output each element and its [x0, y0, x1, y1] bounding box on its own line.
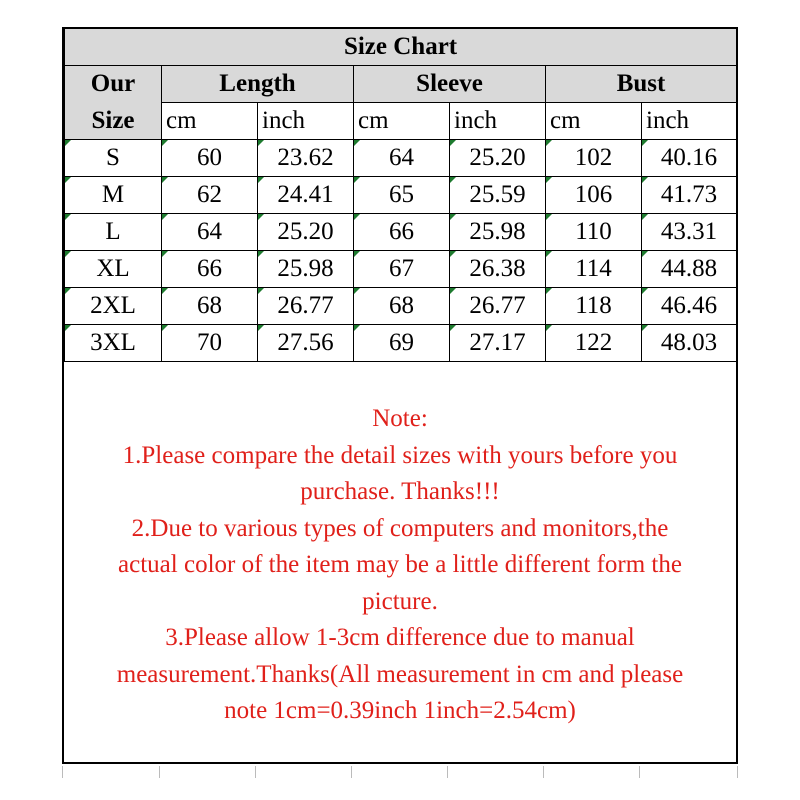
unit-header: cm — [162, 103, 258, 140]
note-line: actual color of the item may be a little different form the — [118, 551, 682, 578]
length-inch-cell: 25.98 — [258, 251, 354, 288]
sleeve-inch-cell: 26.38 — [450, 251, 546, 288]
cell-marker — [546, 251, 552, 257]
cell-marker — [450, 177, 456, 183]
size-table — [64, 29, 737, 362]
cell-marker — [258, 325, 264, 331]
sleeve-cm-cell: 67 — [354, 251, 450, 288]
unit-header: inch — [642, 103, 737, 140]
cell-marker — [258, 214, 264, 220]
bust-cm-cell: 114 — [546, 251, 642, 288]
bust-inch-cell: 48.03 — [642, 325, 737, 362]
note-line: purchase. Thanks!!! — [300, 478, 500, 505]
size-cell: 3XL — [65, 325, 162, 362]
gridline — [447, 766, 448, 778]
size-cell: M — [65, 177, 162, 214]
sleeve-cm-cell: 65 — [354, 177, 450, 214]
size-cell: 2XL — [65, 288, 162, 325]
length-inch-cell: 27.56 — [258, 325, 354, 362]
table-row — [65, 214, 737, 251]
sleeve-inch-cell: 27.17 — [450, 325, 546, 362]
sleeve-cm-cell: 66 — [354, 214, 450, 251]
cell-marker — [258, 140, 264, 146]
group-header-bust: Bust — [546, 66, 737, 103]
bust-cm-cell: 106 — [546, 177, 642, 214]
size-cell: L — [65, 214, 162, 251]
cell-marker — [450, 325, 456, 331]
cell-marker — [162, 177, 168, 183]
gridline — [351, 766, 352, 778]
cell-marker — [354, 288, 360, 294]
sleeve-inch-cell: 26.77 — [450, 288, 546, 325]
cell-marker — [354, 140, 360, 146]
cell-marker — [450, 288, 456, 294]
bust-inch-cell: 44.88 — [642, 251, 737, 288]
cell-marker — [642, 288, 648, 294]
cell-marker — [546, 214, 552, 220]
cell-marker — [354, 325, 360, 331]
size-cell: S — [65, 140, 162, 177]
unit-header: cm — [546, 103, 642, 140]
unit-header: inch — [450, 103, 546, 140]
cell-marker — [642, 325, 648, 331]
cell-marker — [65, 177, 71, 183]
note-line: note 1cm=0.39inch 1inch=2.54cm) — [224, 697, 576, 724]
sleeve-cm-cell: 64 — [354, 140, 450, 177]
cell-marker — [546, 325, 552, 331]
bust-inch-cell: 41.73 — [642, 177, 737, 214]
bust-cm-cell: 110 — [546, 214, 642, 251]
note-line: measurement.Thanks(All measurement in cm and please — [116, 660, 684, 688]
cell-marker — [546, 288, 552, 294]
cell-marker — [450, 214, 456, 220]
table-row — [65, 251, 737, 288]
cell-marker — [354, 177, 360, 183]
cell-marker — [642, 214, 648, 220]
cell-marker — [546, 140, 552, 146]
bust-cm-cell: 102 — [546, 140, 642, 177]
length-inch-cell: 24.41 — [258, 177, 354, 214]
bust-inch-cell: 40.16 — [642, 140, 737, 177]
table-row — [65, 177, 737, 214]
cell-marker — [450, 251, 456, 257]
sleeve-inch-cell: 25.98 — [450, 214, 546, 251]
bust-inch-cell: 46.46 — [642, 288, 737, 325]
notes-block — [64, 401, 736, 730]
length-cm-cell: 68 — [162, 288, 258, 325]
note-line: 1.Please compare the detail sizes with yours before you — [122, 441, 678, 469]
length-inch-cell: 23.62 — [258, 140, 354, 177]
group-header-length: Length — [162, 66, 354, 103]
bust-cm-cell: 118 — [546, 288, 642, 325]
cell-marker — [354, 251, 360, 257]
cell-marker — [162, 140, 168, 146]
cell-marker — [258, 288, 264, 294]
bust-cm-cell: 122 — [546, 325, 642, 362]
length-cm-cell: 66 — [162, 251, 258, 288]
table-title: Size Chart — [65, 29, 737, 66]
cell-marker — [65, 251, 71, 257]
unit-header: cm — [354, 103, 450, 140]
table-row — [65, 288, 737, 325]
table-row — [65, 325, 737, 362]
note-line: picture. — [362, 587, 438, 615]
note-line: 2.Due to various types of computers and monitors,the — [131, 514, 669, 542]
gridline — [62, 766, 63, 778]
sleeve-cm-cell: 68 — [354, 288, 450, 325]
gridline — [737, 766, 738, 778]
cell-marker — [162, 251, 168, 257]
length-cm-cell: 62 — [162, 177, 258, 214]
note-line: 3.Please allow 1-3cm difference due to manual — [165, 624, 635, 651]
length-inch-cell: 26.77 — [258, 288, 354, 325]
gridline — [159, 766, 160, 778]
sleeve-cm-cell: 69 — [354, 325, 450, 362]
cell-marker — [65, 288, 71, 294]
cell-marker — [450, 140, 456, 146]
length-inch-cell: 25.20 — [258, 214, 354, 251]
length-cm-cell: 64 — [162, 214, 258, 251]
our-size-header-bottom: Size — [65, 103, 162, 140]
cell-marker — [162, 288, 168, 294]
cell-marker — [354, 214, 360, 220]
bust-inch-cell: 43.31 — [642, 214, 737, 251]
gridline — [255, 766, 256, 778]
unit-header: inch — [258, 103, 354, 140]
cell-marker — [65, 140, 71, 146]
our-size-header-top: Our — [65, 66, 162, 103]
cell-marker — [546, 177, 552, 183]
cell-marker — [65, 325, 71, 331]
cell-marker — [258, 177, 264, 183]
length-cm-cell: 60 — [162, 140, 258, 177]
group-header-sleeve: Sleeve — [354, 66, 546, 103]
cell-marker — [162, 325, 168, 331]
note-heading: Note: — [372, 405, 428, 432]
sleeve-inch-cell: 25.59 — [450, 177, 546, 214]
size-chart-sheet — [62, 27, 738, 764]
gridline — [543, 766, 544, 778]
length-cm-cell: 70 — [162, 325, 258, 362]
cell-marker — [642, 251, 648, 257]
cell-marker — [258, 251, 264, 257]
table-row — [65, 140, 737, 177]
cell-marker — [642, 140, 648, 146]
gridline — [639, 766, 640, 778]
cell-marker — [65, 214, 71, 220]
sleeve-inch-cell: 25.20 — [450, 140, 546, 177]
cell-marker — [642, 177, 648, 183]
cell-marker — [162, 214, 168, 220]
size-cell: XL — [65, 251, 162, 288]
